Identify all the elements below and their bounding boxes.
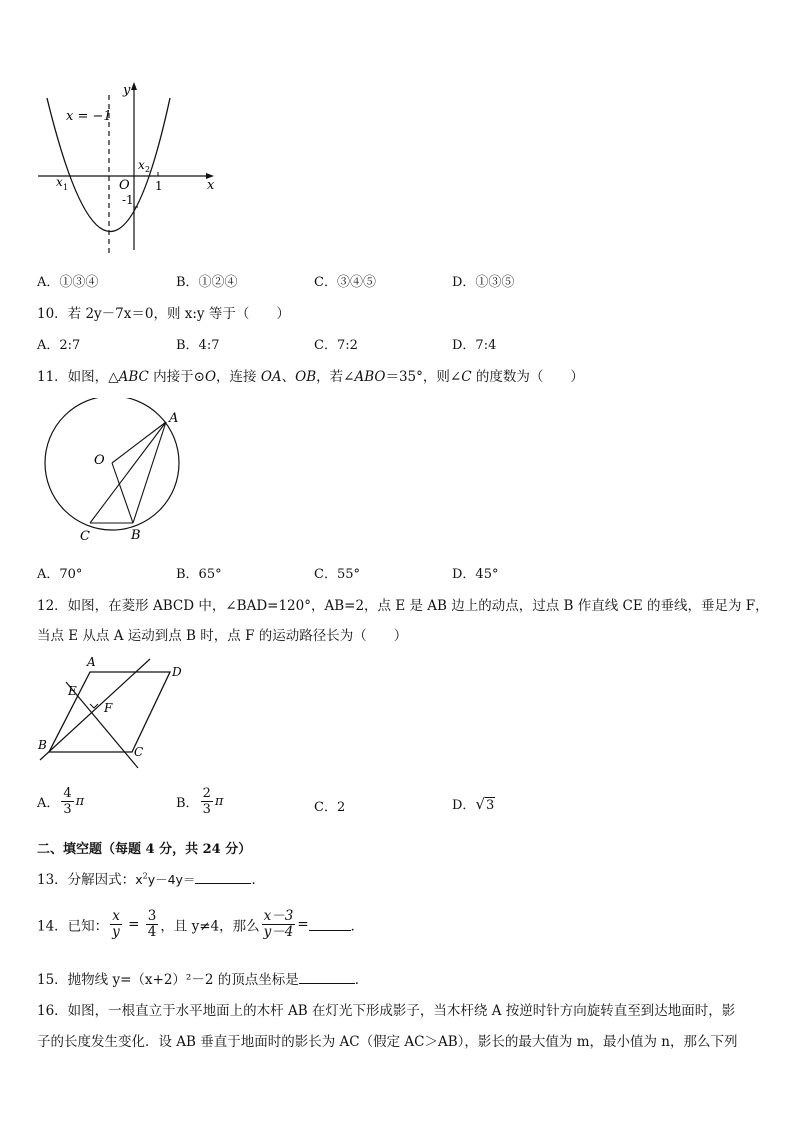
point-c-label: C: [134, 745, 144, 759]
q10-option-b[interactable]: B．4:7: [176, 338, 220, 353]
q11-text: 11．如图，△ABC 内接于⊙O，连接 OA、OB，若∠ABO＝35°，则∠C 的度数为（ ）: [37, 369, 584, 385]
point-b-label: B: [131, 528, 141, 543]
q12-option-b[interactable]: B． $\frac{2}{3}$ π: [176, 786, 224, 817]
q10-option-a[interactable]: A．2:7: [37, 338, 81, 353]
q14-answer-blank[interactable]: [309, 918, 351, 931]
rhombus-figure: [32, 652, 202, 770]
segment-oa: [112, 422, 166, 463]
q9-option-c[interactable]: C．③④⑤: [314, 275, 376, 290]
q14-text: 14．已知： $\frac{x}{y}$ = $\frac{3}{4}$ ，且 y≠4，那么 $\frac{x-3}{y-4}$ = ．: [37, 908, 365, 940]
tick-one-label: 1: [155, 179, 163, 193]
q11-option-c[interactable]: C．55°: [314, 567, 360, 582]
point-a-label: A: [169, 411, 179, 426]
y-axis-label: y: [123, 83, 131, 98]
q9-option-a[interactable]: A．①③④: [37, 275, 99, 290]
point-e-label: E: [68, 684, 77, 698]
q12-option-d[interactable]: D．√3: [452, 795, 495, 813]
q12-text-line2: 当点 E 从点 A 运动到点 B 时，点 F 的运动路径长为（ ）: [37, 628, 408, 644]
section-2-heading: 二、填空题（每题 4 分，共 24 分）: [37, 842, 252, 857]
tick-neg-one-label: -1: [122, 193, 134, 207]
q10-option-d[interactable]: D．7:4: [452, 338, 497, 353]
q10-text: 10．若 2y－7x＝0，则 x:y 等于（ ）: [37, 306, 290, 322]
line-ce: [66, 682, 138, 768]
circle-figure: [36, 398, 196, 546]
q16-text-line2: 子的长度发生变化．设 AB 垂直于地面时的影长为 AC（假定 AC＞AB），影长的最大值为 m，最小值为 n，那么下列: [37, 1034, 738, 1050]
q9-option-b[interactable]: B．①②④: [176, 275, 238, 290]
q15-text: 15．抛物线 y=（x+2）²－2 的顶点坐标是 ．: [37, 972, 369, 988]
q11-option-b[interactable]: B．65°: [176, 567, 222, 582]
segment-ob: [112, 463, 133, 523]
q12-option-a[interactable]: A． $\frac{4}{3}$ π: [37, 786, 85, 817]
x-axis-label: x: [207, 178, 215, 193]
point-o-label: O: [94, 453, 105, 468]
q11-option-d[interactable]: D．45°: [452, 567, 499, 582]
q12-text-line1: 12．如图，在菱形 ABCD 中，∠BAD=120°，AB=2，点 E 是 AB 边上的动点，过点 B 作直线 CE 的垂线，垂足为 F，: [37, 598, 769, 614]
q16-text-line1: 16．如图，一根直立于水平地面上的木杆 AB 在灯光下形成影子，当木杆绕 A 按逆时针方向旋转直至到达地面时，影: [37, 1003, 736, 1019]
root-x1-label: x: [56, 175, 63, 189]
q12-option-c[interactable]: C．2: [314, 800, 346, 815]
q11-option-a[interactable]: A．70°: [37, 567, 83, 582]
point-c-label: C: [80, 529, 90, 544]
sqrt-sign: √: [475, 795, 485, 813]
root-x1-sub: 1: [63, 183, 69, 192]
root-x2-label: x: [138, 158, 145, 172]
point-a-label: A: [87, 655, 96, 669]
q15-answer-blank[interactable]: [299, 971, 355, 984]
q9-option-d[interactable]: D．①③⑤: [452, 275, 515, 290]
point-f-label: F: [104, 701, 113, 715]
symmetry-line-label: x = −1: [66, 109, 112, 124]
q10-option-c[interactable]: C．7:2: [314, 338, 358, 353]
y-axis-arrow: [131, 82, 137, 90]
origin-label: O: [119, 178, 130, 193]
point-b-label: B: [38, 738, 47, 752]
parabola-figure: [30, 80, 220, 260]
point-d-label: D: [172, 665, 182, 679]
q13-answer-blank[interactable]: [195, 871, 251, 884]
q13-text: 13．分解因式：$x^2y-4y=$ ．: [37, 871, 265, 888]
root-x2-sub: 2: [145, 165, 151, 174]
